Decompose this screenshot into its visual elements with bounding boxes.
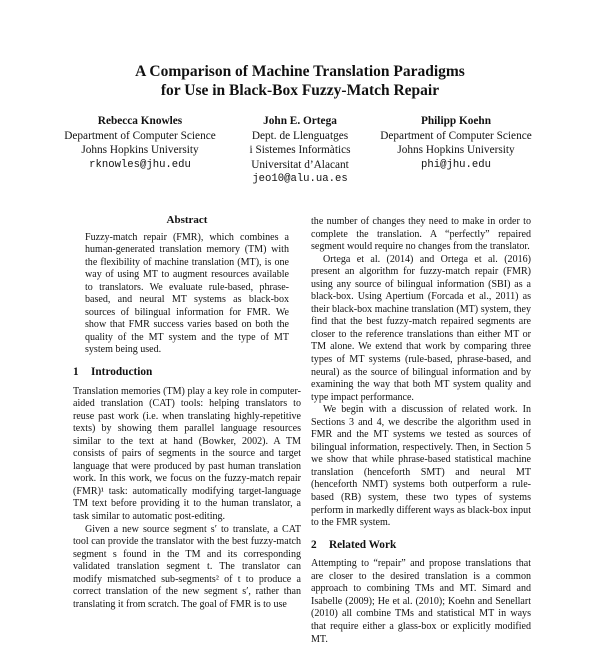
author-affiliation: i Sistemes Informàtics bbox=[249, 144, 351, 157]
author-block-koehn bbox=[356, 114, 556, 172]
left-column bbox=[73, 214, 301, 611]
abstract-heading: Abstract bbox=[166, 214, 208, 226]
abstract-text: Fuzzy-match repair (FMR), which combines a human-generated translation memory (TM) with the flexibility of machine translation (MT), is one way of using MT to augment resources available to translators. We evaluate rule-based, phrase-based, and neural MT systems as black-box sources of bilingual information for FMR. We show that FMR success varies based on both the quality of the MT system and the type of MT system being used. bbox=[85, 231, 289, 356]
author-affiliation: Johns Hopkins University bbox=[397, 144, 515, 157]
title-line-2: for Use in Black-Box Fuzzy-Match Repair bbox=[160, 82, 440, 99]
section-title: Introduction bbox=[91, 366, 153, 379]
paragraph: Translation memories (TM) play a key role in computer-aided translation (CAT) tools: helping translators to reuse past work (i.e. when translating highly-repetitive texts) by showing them parallel language resources similar to the text at hand (Bowker, 2002). A TM consists of pairs of segments in the source and target language that were produced by past human translation work. In this work, we focus on the fuzzy-match repair (FMR)¹ task: automatically modifying target-language TM text before providing it to the human translator, a task similar to automatic post-editing. bbox=[73, 385, 301, 523]
author-affiliation: Dept. de Llenguatges bbox=[251, 129, 349, 142]
author-email: rknowles@jhu.edu bbox=[89, 158, 191, 171]
section-number: 2 bbox=[311, 538, 317, 551]
right-column bbox=[311, 216, 531, 646]
author-email: jeo10@alu.ua.es bbox=[252, 173, 348, 186]
section-heading-related-work bbox=[311, 539, 531, 552]
title-line-1: A Comparison of Machine Translation Paradigms bbox=[135, 63, 465, 80]
section-heading-introduction bbox=[73, 366, 301, 379]
author-name: John E. Ortega bbox=[263, 115, 337, 127]
paragraph: Given a new source segment s′ to translate, a CAT tool can provide the translator with the best fuzzy-match segment s found in the TM and its corresponding validated translation segment t. The translator can modify mismatched sub-segments² of t to produce a correct translation of the new segment s′, rather than translating it from scratch. The goal of FMR is to use bbox=[73, 523, 301, 610]
paper-title bbox=[0, 62, 600, 100]
author-name: Philipp Koehn bbox=[420, 115, 491, 127]
author-affiliation: Department of Computer Science bbox=[380, 129, 532, 142]
author-affiliation: Department of Computer Science bbox=[64, 129, 216, 142]
section-title: Related Work bbox=[329, 538, 397, 551]
author-name: Rebecca Knowles bbox=[97, 115, 183, 127]
author-email: phi@jhu.edu bbox=[421, 158, 491, 171]
paragraph: Ortega et al. (2014) and Ortega et al. (2016) present an algorithm for fuzzy-match repair (FMR) using any source of bilingual information (SBI) as a black-box. Using Apertium (Forcada et al., 2011) as their black-box machine translation (MT) system, they find that the best fuzzy-match repaired segments are closer to the reference translations than either MT or TM alone. We extend that work by comparing three types of MT systems (rule-based, phrase-based, and neural) as the source of bilingual information and by examining the way that both MT system quality and type impact performance. bbox=[311, 253, 531, 403]
author-affiliation: Johns Hopkins University bbox=[81, 144, 199, 157]
paragraph: Attempting to “repair” and propose translations that are closer to the desired translation is a common approach to combining TMs and MT. Simard and Isabelle (2009); He et al. (2010); Koehn and Senellart (2010) all combine TMs and statistical MT in ways that require either a glass-box or explicitly modified MT. bbox=[311, 558, 531, 645]
paragraph: We begin with a discussion of related work. In Sections 3 and 4, we describe the algorithm used in FMR and the MT systems we tested as sources of bilingual information, respectively. Then, in Section 5 we show that while phrase-based statistical machine translation (henceforth SMT) and neural MT (henceforth NMT) systems both outperform a rule-based (RB) system, these two types of systems perform in markedly different ways as black-box input to the FMR system. bbox=[311, 404, 531, 529]
paragraph: the number of changes they need to make in order to complete the translation. A “perfectly” repaired segment would require no changes from the translator. bbox=[311, 216, 531, 253]
section-number: 1 bbox=[73, 366, 79, 379]
author-affiliation: Universitat d’Alacant bbox=[251, 158, 349, 171]
